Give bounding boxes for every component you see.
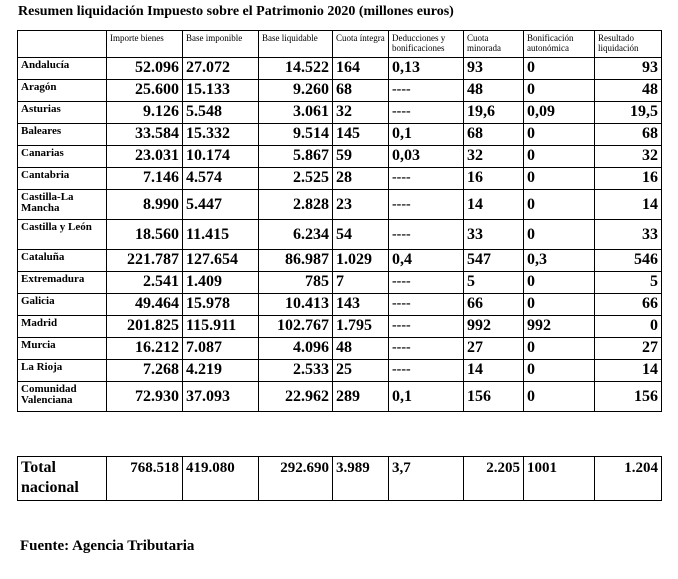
cell-cuota-minorada: 93 bbox=[464, 58, 524, 80]
row-region: Madrid bbox=[18, 316, 107, 338]
row-region: Baleares bbox=[18, 124, 107, 146]
cell-deducciones: ---- bbox=[389, 294, 464, 316]
cell-cuota-integra: 143 bbox=[333, 294, 389, 316]
cell-base-imponible: 1.409 bbox=[183, 272, 259, 294]
row-region: Aragón bbox=[18, 80, 107, 102]
cell-deducciones: ---- bbox=[389, 190, 464, 220]
cell-base-imponible: 27.072 bbox=[183, 58, 259, 80]
total-importe: 768.518 bbox=[107, 457, 183, 501]
cell-base-liquidable: 4.096 bbox=[259, 338, 333, 360]
table-row bbox=[18, 382, 662, 412]
header-row bbox=[18, 31, 662, 58]
cell-deducciones: 0,1 bbox=[389, 382, 464, 412]
cell-importe: 52.096 bbox=[107, 58, 183, 80]
cell-resultado: 14 bbox=[595, 360, 662, 382]
row-region: Asturias bbox=[18, 102, 107, 124]
cell-base-liquidable: 2.525 bbox=[259, 168, 333, 190]
patrimonio-table bbox=[17, 30, 662, 412]
cell-bonificacion: 0 bbox=[524, 272, 595, 294]
cell-cuota-minorada: 66 bbox=[464, 294, 524, 316]
cell-deducciones: ---- bbox=[389, 338, 464, 360]
cell-base-imponible: 127.654 bbox=[183, 250, 259, 272]
cell-bonificacion: 0 bbox=[524, 168, 595, 190]
cell-base-imponible: 4.219 bbox=[183, 360, 259, 382]
cell-cuota-minorada: 14 bbox=[464, 190, 524, 220]
cell-base-imponible: 5.447 bbox=[183, 190, 259, 220]
cell-base-imponible: 11.415 bbox=[183, 220, 259, 250]
cell-bonificacion: 0 bbox=[524, 80, 595, 102]
cell-base-liquidable: 3.061 bbox=[259, 102, 333, 124]
total-base-liquidable: 292.690 bbox=[259, 457, 333, 501]
total-resultado: 1.204 bbox=[595, 457, 662, 501]
total-deducciones: 3,7 bbox=[389, 457, 464, 501]
cell-cuota-integra: 68 bbox=[333, 80, 389, 102]
cell-importe: 72.930 bbox=[107, 382, 183, 412]
cell-cuota-minorada: 14 bbox=[464, 360, 524, 382]
cell-base-imponible: 15.133 bbox=[183, 80, 259, 102]
cell-bonificacion: 0 bbox=[524, 382, 595, 412]
cell-cuota-integra: 1.029 bbox=[333, 250, 389, 272]
header-base-liquidable: Base liquidable bbox=[259, 31, 333, 58]
cell-bonificacion: 0 bbox=[524, 338, 595, 360]
cell-bonificacion: 0 bbox=[524, 190, 595, 220]
cell-bonificacion: 0 bbox=[524, 146, 595, 168]
cell-resultado: 66 bbox=[595, 294, 662, 316]
cell-cuota-minorada: 992 bbox=[464, 316, 524, 338]
cell-cuota-minorada: 48 bbox=[464, 80, 524, 102]
cell-resultado: 48 bbox=[595, 80, 662, 102]
table-row bbox=[18, 124, 662, 146]
cell-cuota-integra: 59 bbox=[333, 146, 389, 168]
cell-base-liquidable: 2.828 bbox=[259, 190, 333, 220]
cell-resultado: 5 bbox=[595, 272, 662, 294]
cell-bonificacion: 992 bbox=[524, 316, 595, 338]
cell-base-liquidable: 102.767 bbox=[259, 316, 333, 338]
cell-importe: 7.146 bbox=[107, 168, 183, 190]
total-cuota-minorada: 2.205 bbox=[464, 457, 524, 501]
cell-base-imponible: 115.911 bbox=[183, 316, 259, 338]
cell-resultado: 93 bbox=[595, 58, 662, 80]
cell-deducciones: ---- bbox=[389, 220, 464, 250]
cell-deducciones: 0,4 bbox=[389, 250, 464, 272]
table-row bbox=[18, 338, 662, 360]
cell-resultado: 68 bbox=[595, 124, 662, 146]
cell-base-imponible: 5.548 bbox=[183, 102, 259, 124]
total-cuota-integra: 3.989 bbox=[333, 457, 389, 501]
row-region: Canarias bbox=[18, 146, 107, 168]
cell-cuota-minorada: 16 bbox=[464, 168, 524, 190]
cell-cuota-integra: 145 bbox=[333, 124, 389, 146]
cell-base-imponible: 37.093 bbox=[183, 382, 259, 412]
table-title: Resumen liquidación Impuesto sobre el Patrimonio 2020 (millones euros) bbox=[18, 4, 454, 19]
cell-bonificacion: 0 bbox=[524, 58, 595, 80]
cell-resultado: 33 bbox=[595, 220, 662, 250]
cell-base-liquidable: 6.234 bbox=[259, 220, 333, 250]
header-base-imponible: Base imponible bbox=[183, 31, 259, 58]
cell-bonificacion: 0 bbox=[524, 294, 595, 316]
header-cuota-integra: Cuota íntegra bbox=[333, 31, 389, 58]
table-row bbox=[18, 250, 662, 272]
table-body bbox=[18, 58, 662, 412]
cell-bonificacion: 0 bbox=[524, 220, 595, 250]
row-region: Andalucía bbox=[18, 58, 107, 80]
table-row bbox=[18, 190, 662, 220]
header-importe: Importe bienes bbox=[107, 31, 183, 58]
cell-importe: 201.825 bbox=[107, 316, 183, 338]
cell-deducciones: ---- bbox=[389, 102, 464, 124]
cell-importe: 221.787 bbox=[107, 250, 183, 272]
cell-deducciones: 0,13 bbox=[389, 58, 464, 80]
cell-deducciones: ---- bbox=[389, 168, 464, 190]
cell-cuota-integra: 164 bbox=[333, 58, 389, 80]
row-region: La Rioja bbox=[18, 360, 107, 382]
cell-bonificacion: 0 bbox=[524, 124, 595, 146]
header-cuota-minorada: Cuota minorada bbox=[464, 31, 524, 58]
cell-cuota-minorada: 19,6 bbox=[464, 102, 524, 124]
cell-cuota-minorada: 32 bbox=[464, 146, 524, 168]
table-row bbox=[18, 220, 662, 250]
cell-base-liquidable: 2.533 bbox=[259, 360, 333, 382]
cell-resultado: 0 bbox=[595, 316, 662, 338]
cell-cuota-integra: 289 bbox=[333, 382, 389, 412]
source-note: Fuente: Agencia Tributaria bbox=[20, 538, 195, 554]
cell-base-liquidable: 785 bbox=[259, 272, 333, 294]
cell-importe: 23.031 bbox=[107, 146, 183, 168]
cell-base-liquidable: 9.260 bbox=[259, 80, 333, 102]
cell-cuota-minorada: 33 bbox=[464, 220, 524, 250]
row-region: Galicia bbox=[18, 294, 107, 316]
cell-resultado: 156 bbox=[595, 382, 662, 412]
table-row bbox=[18, 146, 662, 168]
row-region: Cataluña bbox=[18, 250, 107, 272]
table-row bbox=[18, 102, 662, 124]
cell-resultado: 546 bbox=[595, 250, 662, 272]
cell-importe: 49.464 bbox=[107, 294, 183, 316]
cell-importe: 18.560 bbox=[107, 220, 183, 250]
table-row bbox=[18, 272, 662, 294]
row-region: Murcia bbox=[18, 338, 107, 360]
cell-deducciones: 0,03 bbox=[389, 146, 464, 168]
cell-cuota-minorada: 27 bbox=[464, 338, 524, 360]
cell-deducciones: ---- bbox=[389, 272, 464, 294]
cell-base-imponible: 10.174 bbox=[183, 146, 259, 168]
cell-bonificacion: 0,3 bbox=[524, 250, 595, 272]
header-resultado: Resultado liquidación bbox=[595, 31, 662, 58]
table-row bbox=[18, 316, 662, 338]
cell-base-liquidable: 14.522 bbox=[259, 58, 333, 80]
row-region: Castilla-La Mancha bbox=[18, 190, 107, 220]
row-region: Extremadura bbox=[18, 272, 107, 294]
table-row bbox=[18, 294, 662, 316]
cell-resultado: 19,5 bbox=[595, 102, 662, 124]
header-region bbox=[18, 31, 107, 58]
cell-base-imponible: 15.978 bbox=[183, 294, 259, 316]
row-region: Comunidad Valenciana bbox=[18, 382, 107, 412]
cell-cuota-integra: 23 bbox=[333, 190, 389, 220]
cell-importe: 2.541 bbox=[107, 272, 183, 294]
total-base-imponible: 419.080 bbox=[183, 457, 259, 501]
cell-deducciones: ---- bbox=[389, 316, 464, 338]
cell-base-liquidable: 10.413 bbox=[259, 294, 333, 316]
cell-base-imponible: 15.332 bbox=[183, 124, 259, 146]
cell-bonificacion: 0,09 bbox=[524, 102, 595, 124]
cell-importe: 9.126 bbox=[107, 102, 183, 124]
cell-resultado: 32 bbox=[595, 146, 662, 168]
cell-importe: 33.584 bbox=[107, 124, 183, 146]
cell-cuota-integra: 1.795 bbox=[333, 316, 389, 338]
cell-cuota-integra: 25 bbox=[333, 360, 389, 382]
cell-cuota-integra: 48 bbox=[333, 338, 389, 360]
cell-base-liquidable: 22.962 bbox=[259, 382, 333, 412]
cell-cuota-integra: 32 bbox=[333, 102, 389, 124]
cell-deducciones: 0,1 bbox=[389, 124, 464, 146]
cell-base-liquidable: 9.514 bbox=[259, 124, 333, 146]
cell-importe: 7.268 bbox=[107, 360, 183, 382]
header-bonificacion: Bonificación autonómica bbox=[524, 31, 595, 58]
total-label: Total nacional bbox=[18, 457, 107, 501]
total-row bbox=[18, 457, 662, 501]
cell-importe: 16.212 bbox=[107, 338, 183, 360]
cell-cuota-integra: 28 bbox=[333, 168, 389, 190]
cell-importe: 25.600 bbox=[107, 80, 183, 102]
table-row bbox=[18, 80, 662, 102]
total-bonificacion: 1001 bbox=[524, 457, 595, 501]
table-row bbox=[18, 58, 662, 80]
cell-resultado: 16 bbox=[595, 168, 662, 190]
cell-base-imponible: 4.574 bbox=[183, 168, 259, 190]
cell-base-liquidable: 5.867 bbox=[259, 146, 333, 168]
cell-bonificacion: 0 bbox=[524, 360, 595, 382]
cell-cuota-minorada: 156 bbox=[464, 382, 524, 412]
cell-base-liquidable: 86.987 bbox=[259, 250, 333, 272]
cell-cuota-minorada: 5 bbox=[464, 272, 524, 294]
cell-resultado: 27 bbox=[595, 338, 662, 360]
cell-resultado: 14 bbox=[595, 190, 662, 220]
cell-cuota-minorada: 547 bbox=[464, 250, 524, 272]
row-region: Castilla y León bbox=[18, 220, 107, 250]
cell-deducciones: ---- bbox=[389, 80, 464, 102]
cell-cuota-integra: 7 bbox=[333, 272, 389, 294]
cell-deducciones: ---- bbox=[389, 360, 464, 382]
table-row bbox=[18, 360, 662, 382]
row-region: Cantabria bbox=[18, 168, 107, 190]
cell-cuota-integra: 54 bbox=[333, 220, 389, 250]
table-row bbox=[18, 168, 662, 190]
total-table bbox=[17, 456, 662, 501]
cell-importe: 8.990 bbox=[107, 190, 183, 220]
cell-cuota-minorada: 68 bbox=[464, 124, 524, 146]
header-deducciones: Deducciones y bonificaciones bbox=[389, 31, 464, 58]
cell-base-imponible: 7.087 bbox=[183, 338, 259, 360]
